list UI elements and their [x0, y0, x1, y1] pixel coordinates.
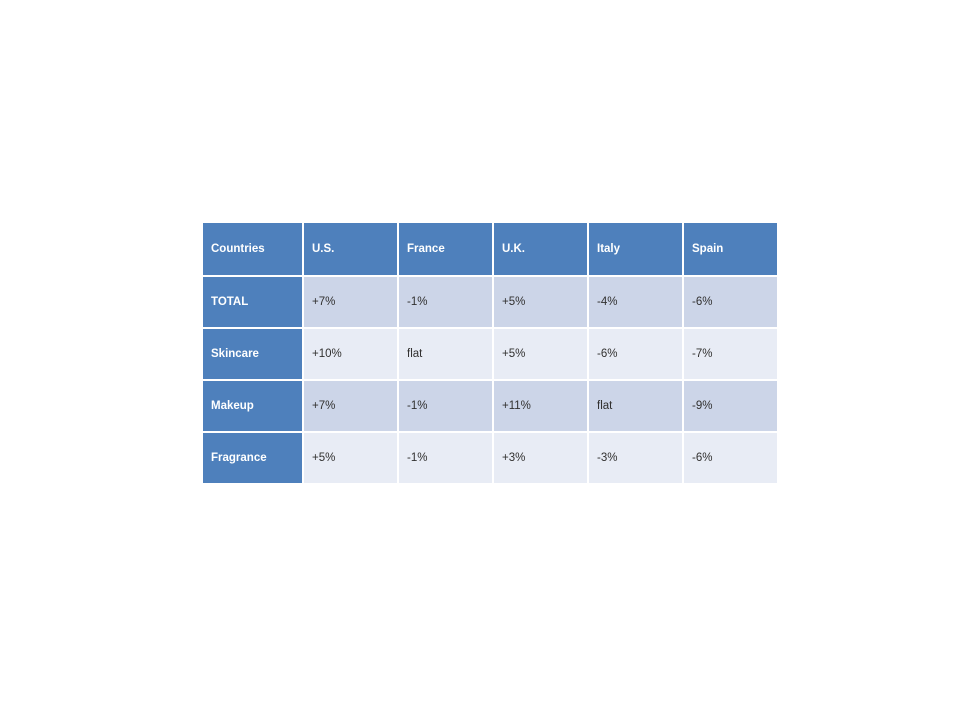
cell-total-italy: -4%: [589, 277, 682, 327]
cell-skincare-italy: -6%: [589, 329, 682, 379]
cell-skincare-france: flat: [399, 329, 492, 379]
cell-fragrance-uk: +3%: [494, 433, 587, 483]
cell-makeup-us: +7%: [304, 381, 397, 431]
row-label-total: TOTAL: [203, 277, 302, 327]
cell-makeup-uk: +11%: [494, 381, 587, 431]
table-header: [203, 223, 777, 275]
cell-fragrance-us: +5%: [304, 433, 397, 483]
table-container: [201, 221, 779, 485]
table-row: [203, 277, 777, 327]
column-header-countries: Countries: [203, 223, 302, 275]
cell-total-spain: -6%: [684, 277, 777, 327]
column-header-uk: U.K.: [494, 223, 587, 275]
column-header-france: France: [399, 223, 492, 275]
cell-skincare-uk: +5%: [494, 329, 587, 379]
column-header-italy: Italy: [589, 223, 682, 275]
cell-fragrance-italy: -3%: [589, 433, 682, 483]
cell-makeup-spain: -9%: [684, 381, 777, 431]
row-label-fragrance: Fragrance: [203, 433, 302, 483]
cell-fragrance-spain: -6%: [684, 433, 777, 483]
table-row: [203, 433, 777, 483]
table-header-row: [203, 223, 777, 275]
cell-total-france: -1%: [399, 277, 492, 327]
table-body: [203, 277, 777, 483]
column-header-us: U.S.: [304, 223, 397, 275]
cell-total-us: +7%: [304, 277, 397, 327]
column-header-spain: Spain: [684, 223, 777, 275]
table-row: [203, 381, 777, 431]
row-label-skincare: Skincare: [203, 329, 302, 379]
row-label-makeup: Makeup: [203, 381, 302, 431]
growth-by-country-table: [201, 221, 779, 485]
cell-skincare-spain: -7%: [684, 329, 777, 379]
cell-makeup-france: -1%: [399, 381, 492, 431]
cell-fragrance-france: -1%: [399, 433, 492, 483]
table-row: [203, 329, 777, 379]
cell-skincare-us: +10%: [304, 329, 397, 379]
cell-makeup-italy: flat: [589, 381, 682, 431]
cell-total-uk: +5%: [494, 277, 587, 327]
